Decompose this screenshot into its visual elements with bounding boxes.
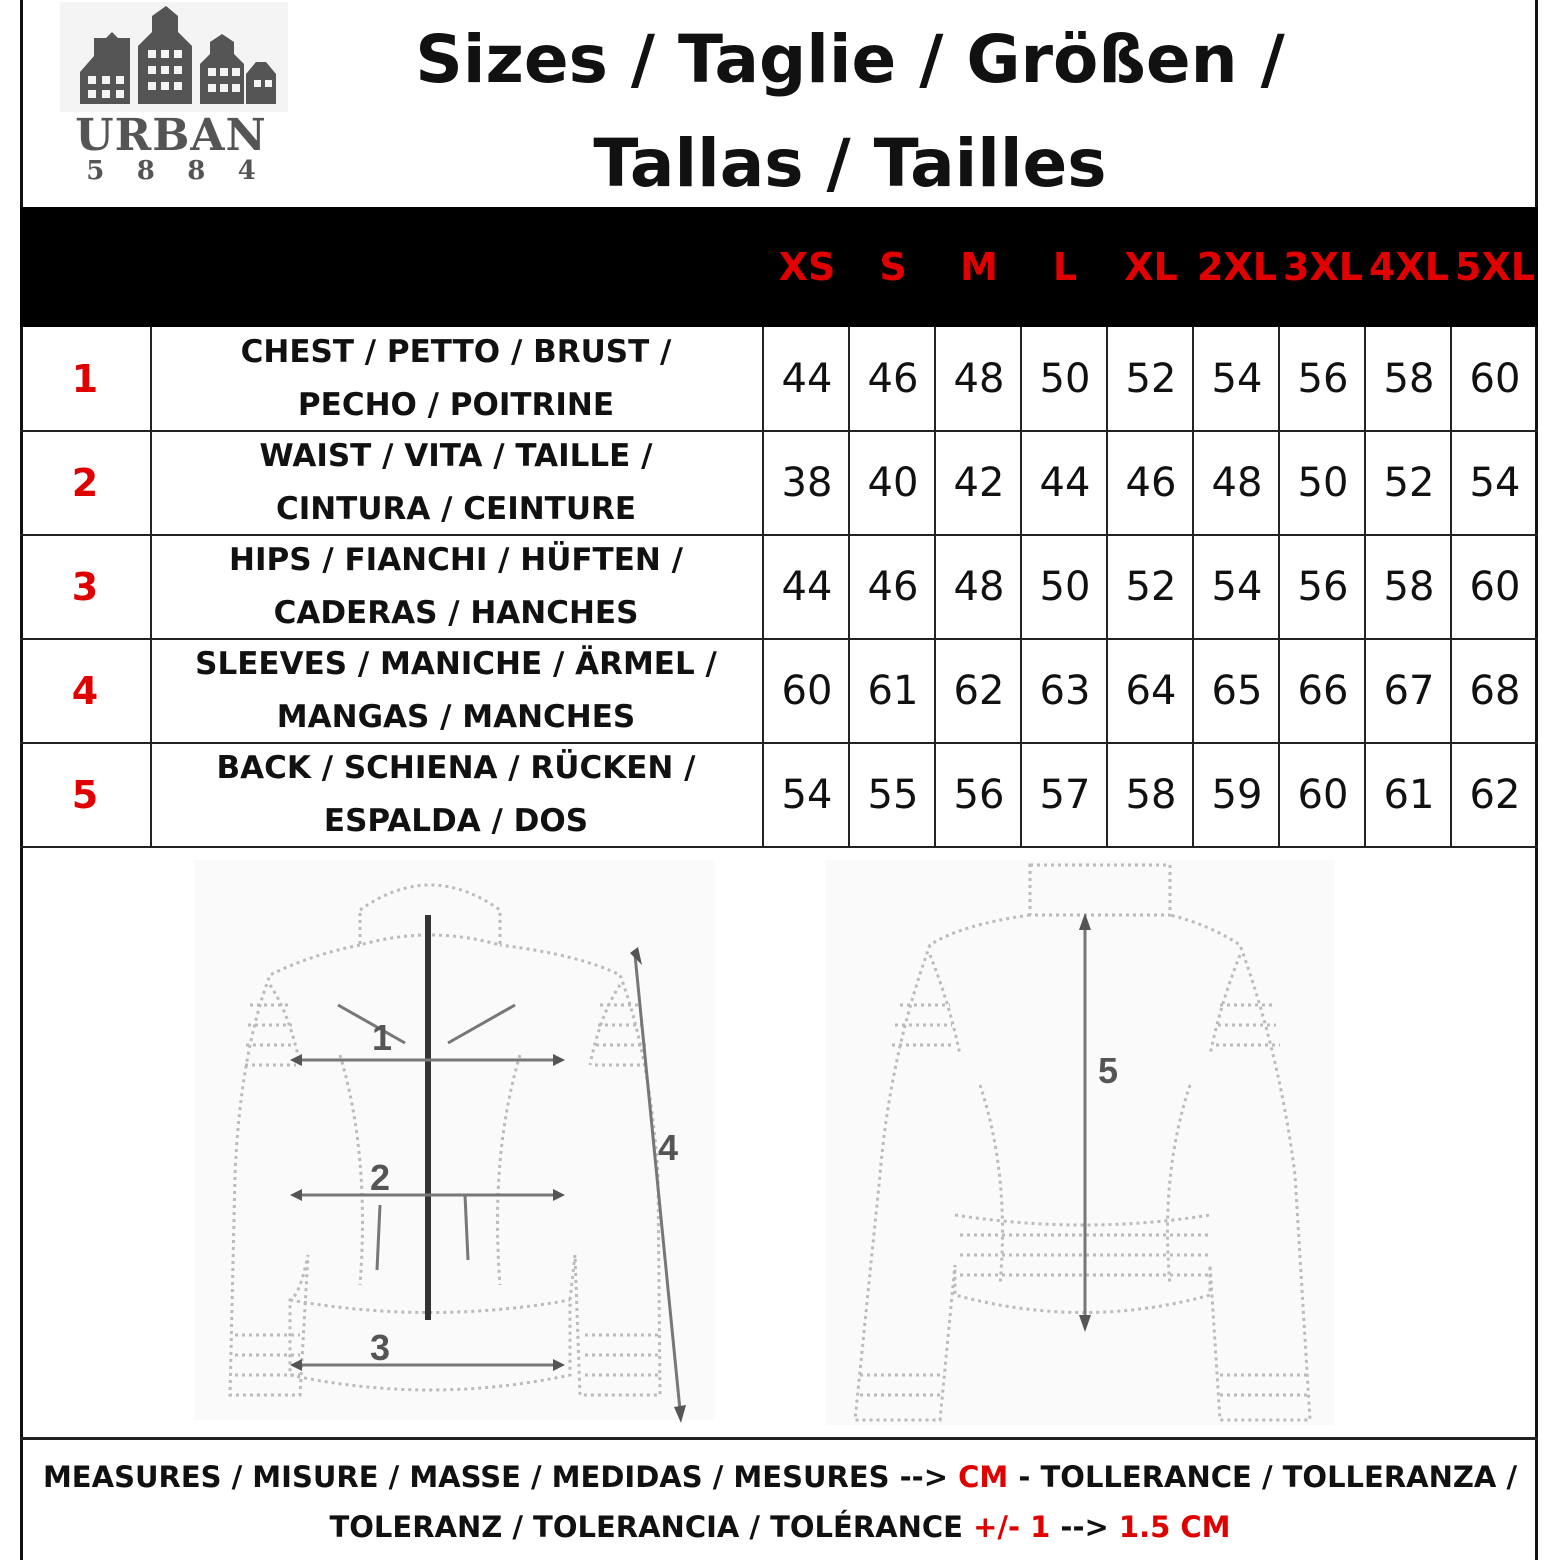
size-value-cell: 60 [1297, 772, 1349, 818]
size-value-cell: 54 [1211, 356, 1263, 402]
row-number: 3 [71, 565, 99, 609]
size-value-cell: 42 [953, 460, 1005, 506]
footer-unit: CM [958, 1460, 1009, 1494]
size-value-cell: 62 [1469, 772, 1521, 818]
size-value-cell: 62 [953, 668, 1005, 714]
size-value-cell: 60 [1469, 356, 1521, 402]
measure-label-waist: 2 [370, 1157, 391, 1198]
size-value-cell: 40 [867, 460, 919, 506]
title-line-2: Tallas / Tailles [593, 125, 1107, 202]
footer-tolerance-text: - TOLLERANCE / TOLLERANZA / [1018, 1460, 1518, 1494]
table-row [20, 327, 1538, 431]
size-value-cell: 56 [953, 772, 1005, 818]
size-value-cell: 48 [1211, 460, 1263, 506]
footer-tolerance-max: 1.5 CM [1118, 1510, 1231, 1544]
table-row [20, 639, 1538, 743]
footer-divider [20, 1437, 1538, 1440]
size-value-cell: 46 [1125, 460, 1177, 506]
size-value-cell: 44 [1039, 460, 1091, 506]
footer-arrow: --> [1060, 1510, 1109, 1544]
size-value-cell: 59 [1211, 772, 1263, 818]
size-header-xs: XS [778, 245, 836, 289]
size-header-l: L [1052, 245, 1078, 289]
size-value-cell: 60 [1469, 564, 1521, 610]
size-value-cell: 44 [781, 356, 833, 402]
size-value-cell: 38 [781, 460, 833, 506]
size-value-cell: 52 [1383, 460, 1435, 506]
row-number: 1 [71, 357, 99, 401]
logo-digit: 5 [86, 156, 105, 186]
row-label [150, 535, 762, 639]
size-value-cell: 61 [1383, 772, 1435, 818]
measure-label-chest: 1 [372, 1017, 393, 1058]
row-label-line-1: SLEEVES / MANICHE / ÄRMEL / [195, 646, 717, 682]
size-value-cell: 55 [867, 772, 919, 818]
footer-tolerance-value: +/- 1 [973, 1510, 1051, 1544]
row-label-line-1: CHEST / PETTO / BRUST / [240, 334, 672, 370]
page-title [330, 8, 1370, 216]
size-header-2xl: 2XL [1197, 245, 1277, 289]
size-value-cell: 60 [781, 668, 833, 714]
measure-label-back: 5 [1098, 1050, 1119, 1091]
table-row [20, 431, 1538, 535]
row-label-line-2: ESPALDA / DOS [323, 803, 589, 839]
size-value-cell: 64 [1125, 668, 1177, 714]
size-value-cell: 54 [1469, 460, 1521, 506]
logo-digit: 8 [136, 156, 155, 186]
size-value-cell: 58 [1383, 356, 1435, 402]
row-number: 5 [71, 773, 99, 817]
row-label [150, 639, 762, 743]
size-value-cell: 56 [1297, 564, 1349, 610]
size-value-cell: 58 [1125, 772, 1177, 818]
logo-wordmark: URBAN [75, 110, 267, 161]
size-value-cell: 61 [867, 668, 919, 714]
size-value-cell: 57 [1039, 772, 1091, 818]
size-value-cell: 54 [1211, 564, 1263, 610]
size-value-cell: 46 [867, 564, 919, 610]
table-row [20, 743, 1538, 847]
size-value-cell: 66 [1297, 668, 1349, 714]
row-label [150, 431, 762, 535]
size-header-3xl: 3XL [1283, 245, 1363, 289]
row-label-line-2: MANGAS / MANCHES [276, 699, 636, 735]
jacket-front-diagram [190, 855, 720, 1425]
row-number: 4 [71, 669, 99, 713]
row-label-line-2: CINTURA / CEINTURE [275, 491, 637, 527]
size-value-cell: 54 [781, 772, 833, 818]
size-value-cell: 48 [953, 564, 1005, 610]
row-number: 2 [71, 461, 99, 505]
size-value-cell: 52 [1125, 564, 1177, 610]
size-value-cell: 44 [781, 564, 833, 610]
logo-digit: 8 [187, 156, 206, 186]
logo-digit: 4 [237, 156, 256, 186]
size-value-cell: 58 [1383, 564, 1435, 610]
row-label [150, 743, 762, 847]
footer-line-2 [30, 1502, 1530, 1552]
size-value-cell: 67 [1383, 668, 1435, 714]
size-value-cell: 50 [1039, 356, 1091, 402]
size-value-cell: 56 [1297, 356, 1349, 402]
row-label-line-1: HIPS / FIANCHI / HÜFTEN / [229, 542, 683, 578]
footer-tolerance-text-2: TOLERANZ / TOLERANCIA / TOLÉRANCE [329, 1510, 963, 1544]
measure-label-hips: 3 [370, 1327, 391, 1368]
size-value-cell: 50 [1297, 460, 1349, 506]
row-label-line-2: PECHO / POITRINE [297, 387, 615, 423]
jacket-back-diagram [820, 855, 1340, 1430]
measure-label-sleeves: 4 [658, 1127, 679, 1168]
row-label-line-2: CADERAS / HANCHES [273, 595, 639, 631]
footer-measures-text: MEASURES / MISURE / MASSE / MEDIDAS / MESURES --> [42, 1460, 948, 1494]
size-header-s: S [879, 245, 907, 289]
size-value-cell: 68 [1469, 668, 1521, 714]
size-value-cell: 63 [1039, 668, 1091, 714]
brand-logo [60, 2, 288, 192]
footer-note [30, 1452, 1530, 1552]
size-value-cell: 46 [867, 356, 919, 402]
footer-line-1 [30, 1452, 1530, 1502]
size-header-5xl: 5XL [1455, 245, 1535, 289]
size-value-cell: 52 [1125, 356, 1177, 402]
table-row [20, 535, 1538, 639]
title-line-1: Sizes / Taglie / Größen / [415, 21, 1285, 98]
size-value-cell: 65 [1211, 668, 1263, 714]
logo-number [60, 156, 282, 186]
size-value-cell: 50 [1039, 564, 1091, 610]
row-label [150, 327, 762, 431]
row-label-line-1: BACK / SCHIENA / RÜCKEN / [216, 750, 696, 786]
row-label-line-1: WAIST / VITA / TAILLE / [259, 438, 653, 474]
size-value-cell: 48 [953, 356, 1005, 402]
size-header-m: M [960, 245, 998, 289]
logo-houses-icon [60, 2, 288, 112]
size-header-4xl: 4XL [1369, 245, 1449, 289]
size-header-xl: XL [1124, 245, 1178, 289]
